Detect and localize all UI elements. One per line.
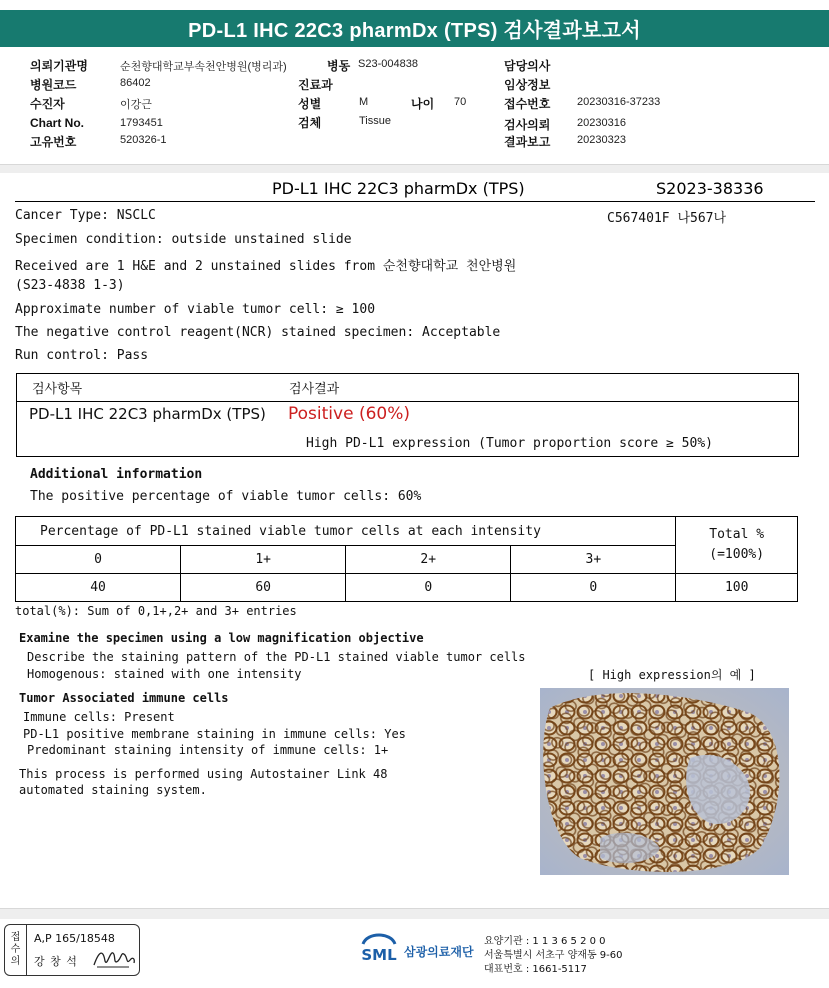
additional-text: The positive percentage of viable tumor cells: 60% — [30, 489, 422, 504]
receipt-value: 20230316-37233 — [577, 96, 661, 108]
result-box — [16, 373, 799, 457]
high-expression-example-image — [540, 688, 789, 875]
result-col1-header: 검사항목 — [32, 382, 83, 397]
intensity-level-3: 3+ — [511, 546, 676, 574]
viable-cells: Approximate number of viable tumor cell: ≥ 100 — [15, 302, 376, 317]
signature-icon — [91, 945, 137, 971]
additional-title: Additional information — [30, 467, 203, 482]
specimen-label: 검체 — [298, 116, 322, 130]
stamp-side-char-1: 접 — [10, 932, 21, 943]
process-line1: This process is performed using Autostainer Link 48 — [19, 767, 388, 781]
doctor-label: 담당의사 — [504, 59, 551, 73]
stamp-line2: 강 창 석 — [34, 955, 78, 968]
stained-tissue-illustration — [540, 688, 789, 875]
intensity-value-0: 40 — [16, 574, 181, 602]
title-underline — [15, 201, 815, 202]
stamp-side-label — [5, 925, 27, 975]
intensity-value-2: 0 — [346, 574, 511, 602]
result-box-divider — [17, 401, 798, 402]
unique-label: 고유번호 — [30, 135, 77, 149]
agency-code: 요양기관 : 1 1 3 6 5 2 0 0 — [484, 936, 606, 947]
ncr-status: The negative control reagent(NCR) stained specimen: Acceptable — [15, 325, 501, 340]
total-note: total(%): Sum of 0,1+,2+ and 3+ entries — [15, 604, 297, 618]
organization-name: 삼광의료재단 — [404, 945, 474, 959]
examine-title: Examine the specimen using a low magnification objective — [19, 631, 424, 645]
receipt-stamp — [4, 924, 140, 976]
ward-value: S23-004838 — [358, 58, 418, 70]
sml-logo-text: SML — [361, 946, 397, 964]
patient-label: 수진자 — [30, 97, 65, 111]
footer-divider — [0, 908, 829, 919]
age-label: 나이 — [411, 97, 435, 111]
organization-address: 서울특별시 서초구 양재동 9-60 — [484, 950, 623, 961]
total-header-line1: Total % — [709, 527, 765, 542]
sex-value: M — [359, 96, 369, 108]
institution-label: 의뢰기관명 — [30, 59, 88, 73]
organization-phone: 대표번호 : 1661-5117 — [484, 964, 587, 975]
slide-ref: (S23-4838 1-3) — [15, 278, 125, 293]
result-item: PD-L1 IHC 22C3 pharmDx (TPS) — [29, 405, 266, 423]
stamp-side-char-2: 수 — [10, 944, 21, 955]
sml-logo — [357, 930, 401, 972]
intensity-value-1: 60 — [181, 574, 346, 602]
intensity-table — [15, 516, 798, 602]
process-line2: automated staining system. — [19, 783, 207, 797]
stamp-side-char-3: 의 — [10, 956, 21, 967]
result-col2-header: 검사결과 — [289, 382, 340, 397]
cancer-type: Cancer Type: NSCLC — [15, 208, 156, 223]
intensity-level-0: 0 — [16, 546, 181, 574]
examine-line2: Homogenous: stained with one intensity — [27, 667, 302, 681]
stamp-line1: A,P 165/18548 — [34, 932, 115, 945]
institution-value: 순천향대학교부속천안병원(병리과) — [120, 61, 287, 73]
test-title: PD-L1 IHC 22C3 pharmDx (TPS) — [272, 179, 525, 198]
report-title: PD-L1 IHC 22C3 pharmDx (TPS) 검사결과보고서 — [0, 10, 829, 47]
report-id: S2023-38336 — [656, 179, 764, 198]
specimen-value: Tissue — [359, 115, 391, 127]
block-code: C567401F 나567나 — [607, 211, 727, 226]
chart-label: Chart No. — [30, 116, 84, 130]
patient-value: 이강근 — [120, 99, 152, 111]
unique-value: 520326-1 — [120, 134, 167, 146]
hospital-code-label: 병원코드 — [30, 78, 77, 92]
intensity-level-1: 1+ — [181, 546, 346, 574]
sml-logo-icon — [357, 930, 401, 968]
receipt-label: 접수번호 — [504, 97, 551, 111]
immune-line2: PD-L1 positive membrane staining in immune cells: Yes — [23, 727, 406, 741]
header-divider — [0, 164, 829, 173]
examine-line1: Describe the staining pattern of the PD-L1 stained viable tumor cells — [27, 650, 526, 664]
intensity-value-3: 0 — [511, 574, 676, 602]
immune-line1: Immune cells: Present — [23, 710, 175, 724]
request-label: 검사의뢰 — [504, 118, 551, 132]
immune-title: Tumor Associated immune cells — [19, 691, 229, 705]
intensity-total: 100 — [676, 574, 798, 602]
intensity-table-header: Percentage of PD-L1 stained viable tumor cells at each intensity — [16, 517, 676, 546]
result-value: Positive (60%) — [288, 404, 410, 424]
chart-value: 1793451 — [120, 117, 163, 129]
total-header — [676, 517, 798, 574]
received-slides: Received are 1 H&E and 2 unstained slides from 순천향대학교 천안병원 — [15, 259, 517, 274]
total-header-line2: (=100%) — [709, 547, 765, 562]
immune-line3: Predominant staining intensity of immune cells: 1+ — [27, 743, 389, 757]
ward-label: 병동 — [327, 59, 351, 73]
report-date-label: 결과보고 — [504, 135, 551, 149]
clinical-label: 임상정보 — [504, 78, 551, 92]
age-value: 70 — [454, 96, 467, 108]
sex-label: 성별 — [298, 97, 322, 111]
specimen-condition: Specimen condition: outside unstained slide — [15, 232, 352, 247]
hospital-code-value: 86402 — [120, 77, 151, 89]
intensity-level-2: 2+ — [346, 546, 511, 574]
image-caption: [ High expression의 예 ] — [588, 668, 756, 682]
report-date-value: 20230323 — [577, 134, 626, 146]
result-interpretation: High PD-L1 expression (Tumor proportion score ≥ 50%) — [306, 436, 713, 451]
dept-label: 진료과 — [298, 78, 333, 92]
run-control: Run control: Pass — [15, 348, 149, 363]
request-value: 20230316 — [577, 117, 626, 129]
